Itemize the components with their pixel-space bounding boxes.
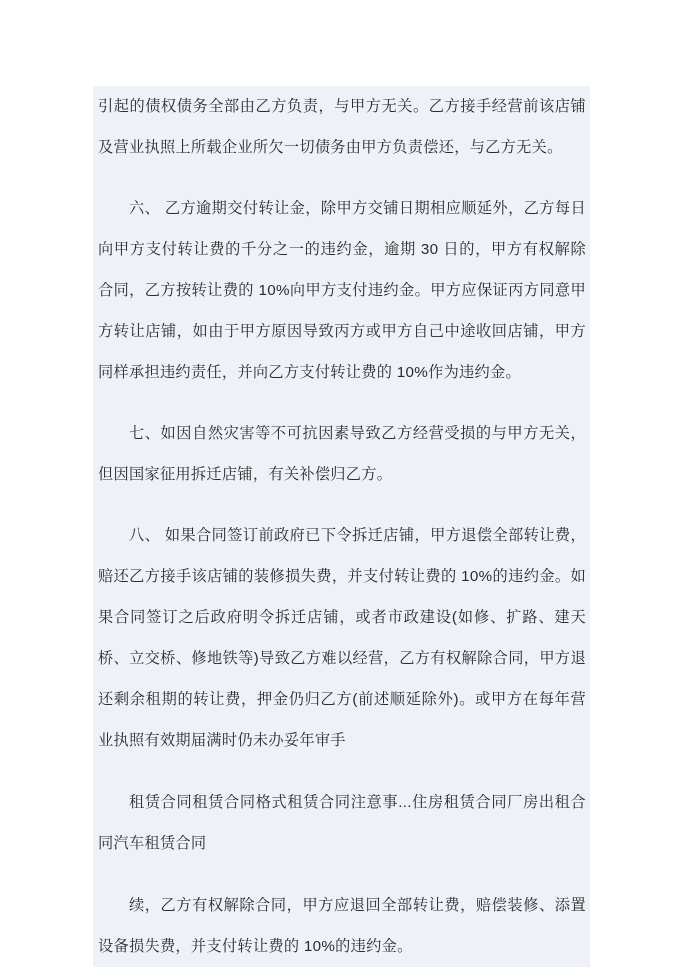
paragraph-clause-six: 六、 乙方逾期交付转让金，除甲方交铺日期相应顺延外，乙方每日向甲方支付转让费的千分之一的违约金，逾期 30 日的，甲方有权解除合同，乙方按转让费的 10%向甲方支付违约金。甲方应保证丙方同意甲方转让店铺，如由于甲方原因导致丙方或甲方自己中途收回店铺，甲方同样承担违约责任，并向乙方支付转让费的 10%作为违约金。 [98, 200, 586, 381]
paragraph-spacer [93, 761, 590, 782]
paragraph-spacer [93, 495, 590, 515]
paragraph-spacer [93, 864, 590, 885]
paragraph-continuation: 引起的债权债务全部由乙方负责，与甲方无关。乙方接手经营前该店铺及营业执照上所载企业所欠一切债务由甲方负责偿还，与乙方无关。 [98, 98, 586, 156]
paragraph-clause-eight: 八、 如果合同签订前政府已下令拆迁店铺，甲方退偿全部转让费，赔还乙方接手该店铺的装修损失费，并支付转让费的 10%的违约金。如果合同签订之后政府明令拆迁店铺，或者市政建设(如修、扩路、建天桥、立交桥、修地铁等)导致乙方难以经营，乙方有权解除合同，甲方退还剩余租期的转让费，押金仍归乙方(前述顺延除外)。或甲方在每年营业执照有效期届满时仍未办妥年审手 [98, 527, 586, 749]
paragraph-spacer [93, 393, 590, 413]
paragraph-spacer [93, 168, 590, 188]
paragraph-clause-seven: 七、如因自然灾害等不可抗因素导致乙方经营受损的与甲方无关，但因国家征用拆迁店铺，有关补偿归乙方。 [98, 425, 586, 483]
paragraph-related-links: 租赁合同租赁合同格式租赁合同注意事...住房租赁合同厂房出租合同汽车租赁合同 [98, 794, 586, 852]
selected-text-block[interactable] [93, 86, 590, 967]
paragraph-clause-eight-continued: 续，乙方有权解除合同，甲方应退回全部转让费，赔偿装修、添置设备损失费，并支付转让费的 10%的违约金。 [98, 897, 586, 955]
